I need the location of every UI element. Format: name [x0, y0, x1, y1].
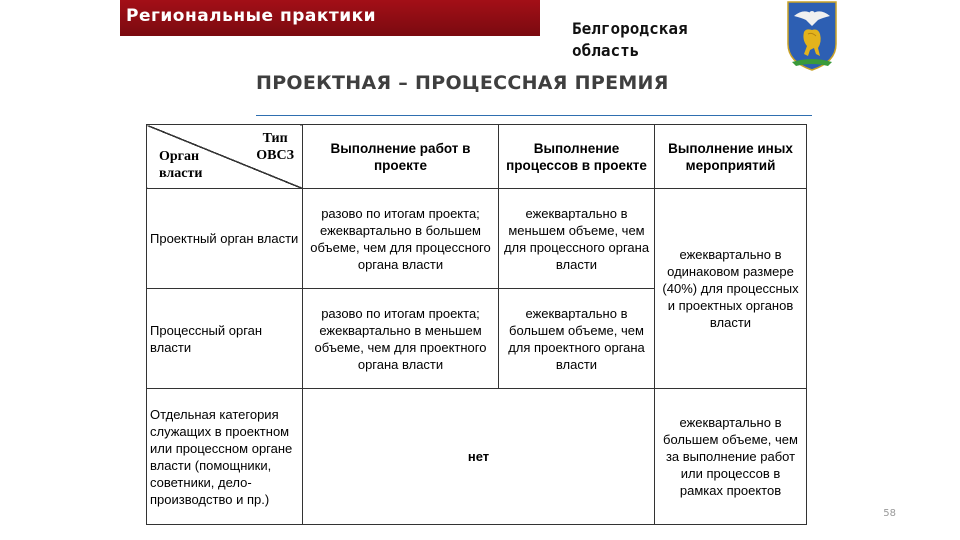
table-cell: ежеквартально в меньшем объеме, чем для процессного органа власти: [499, 189, 655, 289]
column-header-other: Выполнение иных мероприятий: [655, 125, 807, 189]
table-header-row: [147, 125, 807, 189]
row-label-separate-category: Отдельная категория служащих в проектном или процессном органе власти (помощники, советники, дело-производство и пр.): [147, 389, 303, 525]
table-cell-shared: ежеквартально в одинаковом размере (40%) для процессных и проектных органов власти: [655, 189, 807, 389]
column-header-processes: Выполнение процессов в проекте: [499, 125, 655, 189]
section-label: Региональные практики: [126, 6, 377, 26]
corner-authority-label: Орган власти: [159, 149, 203, 181]
region-name-line2: область: [572, 41, 640, 60]
title-divider: [256, 115, 812, 116]
table-cell: ежеквартально в большем объеме, чем для проектного органа власти: [499, 289, 655, 389]
table-cell-merged: нет: [303, 389, 655, 525]
row-label-project: Проектный орган власти: [147, 189, 303, 289]
column-header-works: Выполнение работ в проекте: [303, 125, 499, 189]
table-row: [147, 189, 807, 289]
table-row: [147, 389, 807, 525]
page-number: 58: [883, 508, 896, 519]
table-cell: ежеквартально в большем объеме, чем за выполнение работ или процессов в рамках проектов: [655, 389, 807, 525]
page-title: ПРОЕКТНАЯ – ПРОЦЕССНАЯ ПРЕМИЯ: [256, 72, 669, 94]
table-corner-cell: [147, 125, 303, 189]
premium-table: [146, 124, 807, 525]
table-cell: разово по итогам проекта; ежеквартально в меньшем объеме, чем для проектного органа власти: [303, 289, 499, 389]
belgorod-coat-of-arms-icon: [784, 0, 840, 72]
corner-type-label: Тип ОВСЗ: [256, 131, 294, 163]
region-name-line1: Белгородская: [572, 19, 688, 38]
region-name: [572, 18, 688, 62]
table-cell: разово по итогам проекта; ежеквартально в большем объеме, чем для процессного органа власти: [303, 189, 499, 289]
row-label-process: Процессный орган власти: [147, 289, 303, 389]
